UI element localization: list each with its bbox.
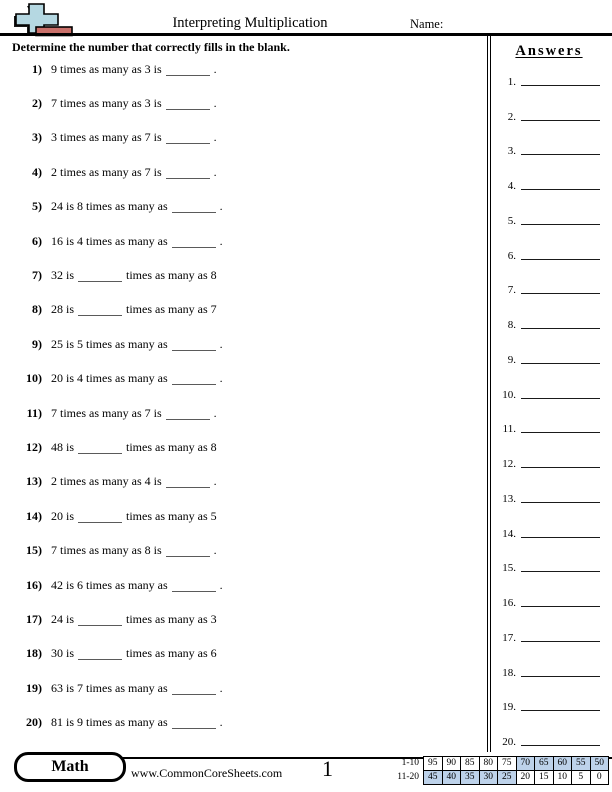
answer-number: 15. bbox=[502, 562, 516, 575]
question-row bbox=[0, 430, 486, 464]
question-after-blank: times as many as 5 bbox=[126, 508, 217, 523]
question-row bbox=[0, 568, 486, 602]
question-after-blank: . bbox=[219, 199, 223, 214]
fill-in-blank bbox=[78, 510, 122, 523]
answer-line bbox=[521, 188, 600, 190]
answer-number: 3. bbox=[507, 145, 516, 158]
answer-line bbox=[521, 570, 600, 572]
subject-badge bbox=[14, 752, 126, 782]
score-cell: 90 bbox=[442, 757, 461, 771]
question-text bbox=[51, 268, 217, 283]
fill-in-blank bbox=[166, 97, 210, 110]
score-cell: 5 bbox=[572, 771, 591, 785]
question-row bbox=[0, 396, 486, 430]
question-before-blank: 81 is 9 times as many as bbox=[51, 715, 168, 730]
question-before-blank: 20 is 4 times as many as bbox=[51, 371, 168, 386]
question-list bbox=[0, 52, 486, 740]
score-cell: 15 bbox=[535, 771, 554, 785]
question-before-blank: 3 times as many as 7 is bbox=[51, 130, 162, 145]
question-row bbox=[0, 602, 486, 636]
question-before-blank: 30 is bbox=[51, 646, 75, 661]
question-after-blank: . bbox=[219, 577, 223, 592]
question-number: 3) bbox=[32, 130, 42, 145]
question-text bbox=[51, 406, 217, 421]
fill-in-blank bbox=[166, 63, 210, 76]
question-number: 5) bbox=[32, 199, 42, 214]
score-cell: 25 bbox=[498, 771, 517, 785]
score-cell: 55 bbox=[572, 757, 591, 771]
answer-number: 8. bbox=[507, 319, 516, 331]
worksheet-title: Interpreting Multiplication bbox=[172, 15, 328, 31]
score-row-label: 11-20 bbox=[397, 772, 419, 782]
question-after-blank: . bbox=[219, 233, 223, 248]
answer-number: 20. bbox=[502, 736, 516, 748]
question-after-blank: . bbox=[213, 130, 217, 145]
answer-row bbox=[496, 296, 602, 331]
question-text bbox=[51, 234, 223, 249]
question-number: 16) bbox=[26, 577, 42, 592]
score-row bbox=[389, 771, 609, 785]
instruction-text: Determine the number that correctly fills in the blank. bbox=[12, 40, 290, 54]
answer-number: 7. bbox=[507, 284, 516, 297]
answer-row bbox=[496, 713, 602, 748]
question-number: 9) bbox=[32, 336, 42, 351]
question-number: 6) bbox=[32, 233, 42, 248]
question-text bbox=[51, 96, 217, 111]
answers-heading: Answers bbox=[515, 43, 583, 59]
question-before-blank: 2 times as many as 4 is bbox=[51, 474, 162, 489]
score-cell: 70 bbox=[516, 757, 535, 771]
answer-row bbox=[496, 88, 602, 123]
answer-row bbox=[496, 401, 602, 436]
question-before-blank: 20 is bbox=[51, 508, 75, 523]
site-url: www.CommonCoreSheets.com bbox=[131, 766, 283, 780]
question-after-blank: times as many as 6 bbox=[126, 646, 217, 661]
question-number: 17) bbox=[26, 611, 42, 626]
question-before-blank: 24 is bbox=[51, 611, 75, 626]
answer-line bbox=[521, 119, 600, 121]
question-row bbox=[0, 705, 486, 739]
score-row-label: 1-10 bbox=[401, 758, 419, 768]
question-row bbox=[0, 121, 486, 155]
answer-line bbox=[521, 675, 600, 677]
answer-number: 18. bbox=[502, 666, 516, 679]
question-row bbox=[0, 52, 486, 86]
question-number: 11) bbox=[26, 405, 42, 420]
answer-number: 10. bbox=[502, 388, 516, 401]
fill-in-blank bbox=[172, 200, 216, 213]
answer-line bbox=[521, 640, 600, 642]
question-after-blank: . bbox=[213, 96, 217, 111]
answer-line bbox=[521, 362, 600, 364]
score-row bbox=[389, 757, 609, 771]
fill-in-blank bbox=[166, 131, 210, 144]
fill-in-blank bbox=[78, 647, 122, 660]
answer-line bbox=[521, 431, 600, 433]
answers-panel bbox=[487, 36, 610, 752]
question-after-blank: . bbox=[213, 164, 217, 179]
answer-row bbox=[496, 609, 602, 644]
answer-row bbox=[496, 505, 602, 540]
question-after-blank: . bbox=[213, 474, 217, 489]
question-row bbox=[0, 637, 486, 671]
answer-line bbox=[521, 536, 600, 538]
question-number: 12) bbox=[26, 439, 42, 454]
answer-number: 1. bbox=[507, 75, 516, 88]
fill-in-blank bbox=[172, 235, 216, 248]
question-row bbox=[0, 465, 486, 499]
answer-line bbox=[521, 744, 600, 746]
question-text bbox=[51, 371, 223, 386]
score-cell: 85 bbox=[461, 757, 480, 771]
score-cell: 50 bbox=[590, 757, 609, 771]
score-cell: 30 bbox=[479, 771, 498, 785]
score-cell: 60 bbox=[553, 757, 572, 771]
question-before-blank: 48 is bbox=[51, 439, 75, 454]
question-text bbox=[51, 681, 223, 696]
fill-in-blank bbox=[78, 269, 122, 282]
answer-line bbox=[521, 292, 600, 294]
question-after-blank: times as many as 3 bbox=[126, 611, 217, 626]
answer-row bbox=[496, 192, 602, 227]
answer-number: 6. bbox=[507, 249, 516, 262]
answer-line bbox=[521, 223, 600, 225]
score-cell: 10 bbox=[553, 771, 572, 785]
fill-in-blank bbox=[172, 716, 216, 729]
question-text bbox=[51, 337, 223, 352]
score-cell: 80 bbox=[479, 757, 498, 771]
answer-row bbox=[496, 331, 602, 366]
fill-in-blank bbox=[78, 441, 122, 454]
question-row bbox=[0, 190, 486, 224]
score-cell: 20 bbox=[516, 771, 535, 785]
answer-row bbox=[496, 123, 602, 158]
question-before-blank: 25 is 5 times as many as bbox=[51, 336, 168, 351]
answer-number: 4. bbox=[507, 180, 516, 192]
score-table bbox=[389, 756, 609, 785]
answer-number: 2. bbox=[507, 110, 516, 123]
answer-number: 16. bbox=[502, 597, 516, 609]
answer-row bbox=[496, 227, 602, 262]
answer-number: 9. bbox=[507, 353, 516, 366]
question-before-blank: 9 times as many as 3 is bbox=[51, 61, 162, 76]
question-before-blank: 63 is 7 times as many as bbox=[51, 680, 168, 695]
question-before-blank: 7 times as many as 3 is bbox=[51, 96, 162, 111]
question-row bbox=[0, 671, 486, 705]
score-cell: 45 bbox=[424, 771, 443, 785]
question-row bbox=[0, 86, 486, 120]
answer-number: 17. bbox=[502, 631, 516, 644]
question-text bbox=[51, 199, 223, 214]
question-before-blank: 7 times as many as 8 is bbox=[51, 543, 162, 558]
fill-in-blank bbox=[78, 303, 122, 316]
page-number: 1 bbox=[322, 756, 333, 781]
answer-line bbox=[521, 501, 600, 503]
answer-row bbox=[496, 470, 602, 505]
question-text bbox=[51, 165, 217, 180]
question-number: 2) bbox=[32, 96, 42, 111]
score-table-body bbox=[389, 757, 609, 785]
question-number: 1) bbox=[32, 61, 42, 76]
question-number: 18) bbox=[26, 646, 42, 661]
answer-line bbox=[521, 605, 600, 607]
question-before-blank: 32 is bbox=[51, 268, 75, 283]
answer-line bbox=[521, 397, 600, 399]
question-before-blank: 28 is bbox=[51, 302, 75, 317]
answer-number: 19. bbox=[502, 701, 516, 714]
answer-number: 5. bbox=[507, 214, 516, 227]
answer-row bbox=[496, 435, 602, 470]
question-number: 20) bbox=[26, 715, 42, 730]
question-before-blank: 42 is 6 times as many as bbox=[51, 577, 168, 592]
fill-in-blank bbox=[172, 338, 216, 351]
question-text bbox=[51, 578, 223, 593]
question-number: 10) bbox=[26, 371, 42, 386]
question-text bbox=[51, 612, 217, 627]
answer-row bbox=[496, 53, 602, 88]
question-text bbox=[51, 646, 217, 661]
score-cell: 65 bbox=[535, 757, 554, 771]
question-after-blank: . bbox=[219, 715, 223, 730]
question-number: 8) bbox=[32, 302, 42, 317]
question-before-blank: 7 times as many as 7 is bbox=[51, 405, 162, 420]
answer-number: 13. bbox=[502, 492, 516, 505]
question-row bbox=[0, 155, 486, 189]
score-cell: 75 bbox=[498, 757, 517, 771]
question-row bbox=[0, 362, 486, 396]
fill-in-blank bbox=[172, 372, 216, 385]
answer-line bbox=[521, 84, 600, 86]
question-text bbox=[51, 715, 223, 730]
fill-in-blank bbox=[166, 544, 210, 557]
answer-line bbox=[521, 327, 600, 329]
fill-in-blank bbox=[78, 613, 122, 626]
question-number: 7) bbox=[32, 268, 42, 283]
question-row bbox=[0, 293, 486, 327]
fill-in-blank bbox=[166, 475, 210, 488]
answer-row bbox=[496, 157, 602, 192]
subject-badge-label: Math bbox=[51, 758, 89, 775]
fill-in-blank bbox=[166, 166, 210, 179]
answer-number: 14. bbox=[502, 527, 516, 540]
question-before-blank: 2 times as many as 7 is bbox=[51, 164, 162, 179]
answer-row bbox=[496, 262, 602, 297]
answer-row bbox=[496, 644, 602, 679]
question-number: 13) bbox=[26, 474, 42, 489]
question-before-blank: 24 is 8 times as many as bbox=[51, 199, 168, 214]
answer-list bbox=[496, 53, 602, 748]
question-after-blank: . bbox=[219, 680, 223, 695]
score-cell: 40 bbox=[442, 771, 461, 785]
question-after-blank: times as many as 7 bbox=[126, 302, 217, 317]
question-row bbox=[0, 533, 486, 567]
question-text bbox=[51, 509, 217, 524]
question-after-blank: . bbox=[213, 61, 217, 76]
question-before-blank: 16 is 4 times as many as bbox=[51, 233, 168, 248]
answer-row bbox=[496, 574, 602, 609]
answer-line bbox=[521, 153, 600, 155]
question-after-blank: . bbox=[219, 371, 223, 386]
question-after-blank: times as many as 8 bbox=[126, 439, 217, 454]
question-text bbox=[51, 130, 217, 145]
question-number: 4) bbox=[32, 164, 42, 179]
fill-in-blank bbox=[166, 407, 210, 420]
fill-in-blank bbox=[172, 682, 216, 695]
question-text bbox=[51, 62, 217, 77]
question-after-blank: . bbox=[219, 336, 223, 351]
answer-row bbox=[496, 366, 602, 401]
question-number: 19) bbox=[26, 680, 42, 695]
name-label: Name: bbox=[410, 17, 444, 31]
answer-number: 12. bbox=[502, 458, 516, 470]
question-row bbox=[0, 327, 486, 361]
question-number: 14) bbox=[26, 508, 42, 523]
question-after-blank: . bbox=[213, 543, 217, 558]
question-text bbox=[51, 474, 217, 489]
question-row bbox=[0, 224, 486, 258]
question-after-blank: . bbox=[213, 405, 217, 420]
score-cell: 95 bbox=[424, 757, 443, 771]
answer-row bbox=[496, 679, 602, 714]
answer-line bbox=[521, 258, 600, 260]
answer-number: 11. bbox=[502, 423, 516, 436]
question-text bbox=[51, 440, 217, 455]
answer-line bbox=[521, 709, 600, 711]
question-row bbox=[0, 258, 486, 292]
question-text bbox=[51, 302, 217, 317]
question-text bbox=[51, 543, 217, 558]
answer-line bbox=[521, 466, 600, 468]
fill-in-blank bbox=[172, 579, 216, 592]
answer-row bbox=[496, 540, 602, 575]
question-after-blank: times as many as 8 bbox=[126, 268, 217, 283]
question-number: 15) bbox=[26, 543, 42, 558]
score-cell: 35 bbox=[461, 771, 480, 785]
score-cell: 0 bbox=[590, 771, 609, 785]
question-row bbox=[0, 499, 486, 533]
